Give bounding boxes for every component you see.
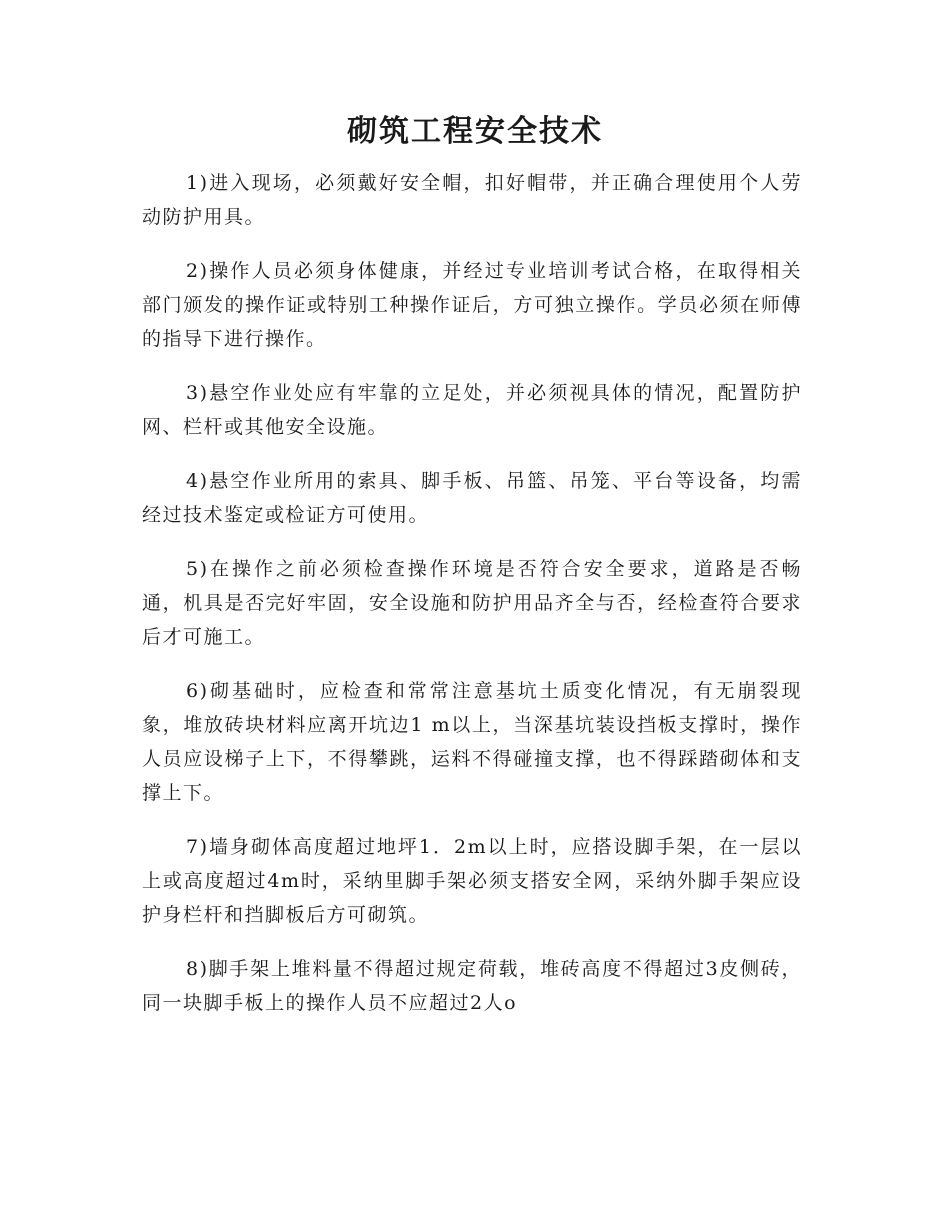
paragraph-3: 3)悬空作业处应有牢靠的立足处，并必须视具体的情况，配置防护网、栏杆或其他安全设施。 bbox=[142, 382, 802, 438]
paragraph-1: 1)进入现场，必须戴好安全帽，扣好帽带，并正确合理使用个人劳动防护用具。 bbox=[142, 172, 802, 228]
paragraph-2: 2)操作人员必须身体健康，并经过专业培训考试合格，在取得相关部门颁发的操作证或特别工种操作证后，方可独立操作。学员必须在师傅的指导下进行操作。 bbox=[142, 260, 802, 350]
paragraph-5: 5)在操作之前必须检查操作环境是否符合安全要求，道路是否畅通，机具是否完好牢固，安全设施和防护用品齐全与否，经检查符合要求后才可施工。 bbox=[142, 558, 802, 648]
paragraph-4: 4)悬空作业所用的索具、脚手板、吊篮、吊笼、平台等设备，均需经过技术鉴定或检证方可使用。 bbox=[142, 470, 802, 526]
paragraph-7: 7)墙身砌体高度超过地坪1．2m以上时，应搭设脚手架，在一层以上或高度超过4m时，采纳里脚手架必须支搭安全网，采纳外脚手架应设护身栏杆和挡脚板后方可砌筑。 bbox=[142, 836, 802, 926]
paragraph-6: 6)砌基础时，应检查和常常注意基坑土质变化情况，有无崩裂现象，堆放砖块材料应离开坑边1 m以上，当深基坑装设挡板支撑时，操作人员应设梯子上下，不得攀跳，运料不得碰撞支撑，也不得踩踏砌体和支撑上下。 bbox=[142, 680, 802, 804]
document-title: 砌筑工程安全技术 bbox=[347, 114, 603, 149]
document-body bbox=[142, 166, 802, 1040]
paragraph-8: 8)脚手架上堆料量不得超过规定荷载，堆砖高度不得超过3皮侧砖，同一块脚手板上的操作人员不应超过2人o bbox=[142, 958, 802, 1014]
